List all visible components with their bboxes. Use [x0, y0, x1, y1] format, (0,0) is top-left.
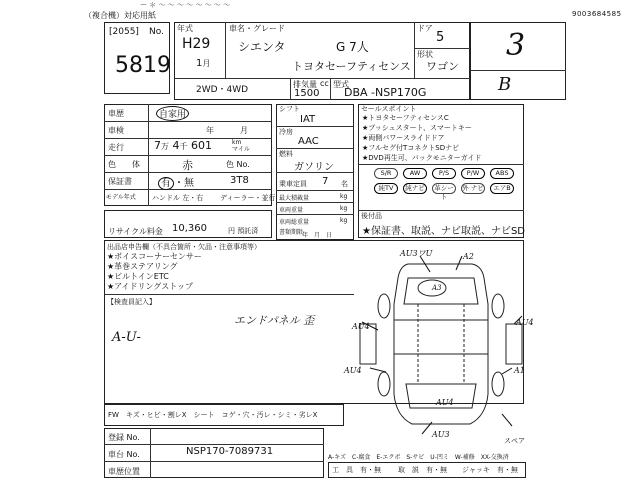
option-sunroof: S/R: [374, 168, 398, 179]
option-genuine-tv: 純TV: [374, 183, 398, 194]
option-genuine-navi: 純ナビ: [403, 183, 427, 194]
sales-points-label: セールスポイント: [361, 105, 417, 113]
model-type-label: モデル年式: [106, 194, 136, 201]
car-package: トヨタセーフティセンス: [292, 60, 411, 73]
jack-value: 有・無: [496, 466, 518, 474]
damage-mark-front-right: A2: [463, 252, 474, 261]
year-era: H29: [182, 36, 211, 52]
warranty-yes: 有: [158, 177, 174, 190]
tools-label: 工 具: [332, 466, 353, 474]
car-name: シエンタ: [238, 40, 286, 54]
position-label: 車歴位置: [108, 467, 140, 476]
manual-label: 取 説: [398, 466, 419, 474]
capacity-label: 乗車定員: [279, 180, 307, 188]
mileage-mile-unit: マイル: [232, 146, 250, 153]
weight-kg: kg: [340, 205, 348, 212]
capacity-value: 7: [322, 176, 329, 187]
color-no-label: 色 No.: [226, 160, 250, 169]
kind-value: 自家用: [156, 106, 189, 121]
damage-mark-rear: AU4: [436, 398, 454, 407]
sales-point: ★プッシュスタート、スマートキー: [362, 124, 472, 132]
option-power-steering: P/S: [432, 168, 456, 179]
note-item: ★革巻ステアリング: [107, 262, 178, 271]
load-kg: kg: [340, 193, 348, 200]
car-grade: G 7人: [336, 40, 369, 54]
handle-label: ハンドル 左・右: [152, 194, 204, 202]
lot-number: 5819: [115, 53, 171, 78]
shape-label: 形状: [417, 50, 433, 59]
mileage-rest: 601: [191, 139, 212, 152]
interior-score: B: [498, 74, 512, 95]
ac-label: 冷房: [279, 128, 293, 136]
inspector-note-au: A-U-: [112, 330, 141, 345]
option-alloy-wheel: AW: [403, 168, 427, 179]
option-leather-seat: 革シート: [432, 183, 456, 194]
mileage-sen-unit: 千: [179, 142, 188, 151]
color-value: 赤: [182, 159, 193, 172]
notes-label: 出品店申告欄（不具合箇所・欠品・注意事項等）: [107, 243, 261, 251]
lot-no-label: No.: [149, 27, 164, 37]
mileage-label: 走行: [108, 143, 124, 152]
note-item: ★ビルトインETC: [107, 272, 169, 281]
interior-condition-text: FW キズ・ヒビ・割レX シート コゲ・穴・汚レ・シミ・劣レX: [108, 411, 318, 419]
notes-list: [107, 252, 202, 292]
capacity-unit: 名: [341, 180, 348, 188]
chassis-number: NSP170-7089731: [186, 446, 274, 457]
model-label: 型式: [333, 80, 349, 89]
sales-points-list: [362, 113, 481, 163]
kind-label: 車歴: [108, 109, 124, 118]
load-label: 最大積載量: [279, 195, 310, 202]
spare-label: スペア: [504, 437, 525, 445]
lot-box: [2055] No. 5819: [104, 22, 170, 94]
damage-diagram: [352, 244, 530, 444]
damage-mark-bumper: AU3: [432, 430, 450, 439]
year-label: 年式: [177, 24, 193, 33]
cc-unit: cc: [320, 79, 329, 88]
recycle-unit: 円 預託済: [228, 227, 259, 235]
mileage-man: 7: [154, 139, 161, 152]
jack-label: ジャッキ: [462, 466, 490, 474]
sales-point: ★フルセグ付TコネクトSDナビ: [362, 144, 460, 152]
inspect-month-unit: 月: [240, 126, 248, 135]
total-weight-kg: kg: [340, 217, 348, 224]
auction-score: 3: [506, 28, 526, 63]
top-cut-text: ー ＊ 〜 〜 〜 〜 〜 〜 〜 〜: [140, 1, 231, 9]
shift-value: IAT: [300, 114, 316, 125]
reg-deadline-day: 日: [326, 232, 333, 239]
damage-mark-right: AU4: [516, 318, 534, 327]
damage-mark-rear-right: A1: [514, 366, 525, 375]
warranty-no: ・無: [174, 178, 194, 189]
warranty-label: 保証書: [108, 177, 132, 186]
door-label: ドア: [417, 24, 433, 33]
fuel-label: 燃料: [279, 150, 293, 158]
weight-label: 車両重量: [279, 207, 304, 214]
month-unit: 月: [202, 59, 211, 68]
manual-value: 有・無: [426, 466, 447, 474]
mileage-sen: 4: [172, 139, 180, 152]
option-power-window: P/W: [461, 168, 485, 179]
damage-mark-left: AU4: [352, 322, 370, 331]
damage-legend: A-キズ C-腐食 E-エクボ S-サビ U-凹ミ W-補修 XX-交換済: [328, 454, 509, 461]
drive-type: 2WD・4WD: [196, 85, 249, 95]
header-text: （複合機）対応用紙: [84, 11, 156, 20]
damage-mark-hood: A3: [432, 284, 442, 292]
serial-number: 9003684585: [572, 10, 622, 18]
note-item: ★アイドリングストップ: [107, 282, 193, 291]
color-code: 3T8: [230, 175, 249, 186]
sales-point: ★DVD再生可、バックモニターガイド: [362, 154, 482, 162]
note-item: ★ボイスコーナーセンサー: [107, 252, 202, 261]
sales-point: ★両側パワースライドドア: [362, 134, 445, 142]
damage-mark-front: AU3ワU: [400, 249, 433, 258]
body-shape: ワゴン: [426, 60, 459, 73]
reg-deadline-year: 年: [302, 232, 309, 239]
damage-mark-rear-left: AU4: [344, 366, 362, 375]
option-abs: ABS: [490, 168, 514, 179]
reg-no-label: 登録 No.: [108, 433, 140, 442]
reg-deadline-label: 書類期限: [279, 229, 304, 236]
inspector-label: 【検査員記入】: [107, 298, 156, 306]
displacement-label: 排気量: [293, 80, 317, 89]
import-label: ディーラー・並行: [220, 194, 276, 202]
reg-deadline-month: 月: [314, 232, 321, 239]
chassis-label: 車台 No.: [108, 450, 140, 459]
total-weight-label: 車両総重量: [279, 219, 310, 226]
option-aftermarket-navi: 外 ナビ: [462, 184, 484, 192]
year-month: 1: [196, 58, 203, 69]
after-parts-label: 後付品: [361, 212, 382, 220]
fuel-value: ガソリン: [294, 162, 334, 173]
sales-point: ★トヨタセーフティセンスC: [362, 114, 449, 122]
inspector-note-panel: エンドパネル 歪: [234, 314, 315, 327]
inspect-year-unit: 年: [206, 126, 214, 135]
mileage-km-unit: km: [232, 139, 242, 146]
displacement-value: 1500: [294, 88, 320, 99]
recycle-value: 10,360: [172, 223, 207, 234]
tools-value: 有・無: [360, 466, 381, 474]
option-airbag: エアB: [490, 183, 514, 194]
name-label: 車名・グレード: [229, 24, 285, 33]
mileage-man-unit: 万: [161, 142, 169, 151]
recycle-label: リサイクル料金: [108, 227, 163, 236]
shift-label: シフト: [279, 105, 300, 113]
after-parts-text: ★保証書、取説、ナビ取説、ナビSD: [362, 226, 526, 237]
inspect-label: 車検: [108, 126, 124, 135]
ac-value: AAC: [298, 136, 319, 147]
model-code: DBA -NSP170G: [344, 86, 427, 99]
color-label: 色 体: [108, 160, 140, 169]
lot-code: 2055: [112, 27, 136, 37]
door-count: 5: [436, 30, 445, 45]
